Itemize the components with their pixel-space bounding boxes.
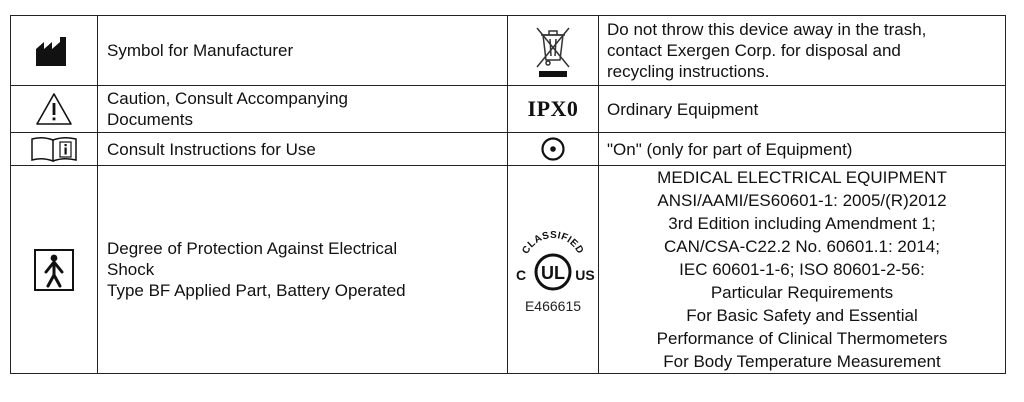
text-line: recycling instructions. (607, 62, 770, 81)
ipx0-symbol: IPX0 (527, 96, 579, 121)
ul-left-text: C (515, 266, 527, 283)
instructions-book-icon (29, 135, 79, 163)
text-line: Do not throw this device away in the trash, (607, 20, 927, 39)
crossed-out-wheelie-bin-icon (531, 23, 575, 79)
symbol-cell (11, 86, 98, 133)
symbol-description: "On" (only for part of Equipment) (599, 133, 1006, 166)
type-bf-applied-part-icon (33, 248, 75, 292)
table-row (11, 133, 1006, 166)
ul-right-text: US (575, 266, 595, 283)
text-line: IEC 60601-1-6; ISO 80601-2-56: (679, 260, 925, 279)
text-line: Shock (107, 260, 155, 279)
text-line: contact Exergen Corp. for disposal and (607, 41, 901, 60)
symbol-description: Consult Instructions for Use (98, 133, 508, 166)
text-line: For Body Temperature Measurement (663, 352, 941, 371)
table-row (11, 16, 1006, 86)
symbol-cell (11, 16, 98, 86)
text-line: ANSI/AAMI/ES60601-1: 2005/(R)2012 (657, 191, 947, 210)
symbol-description: Symbol for Manufacturer (98, 16, 508, 86)
symbol-description (98, 166, 508, 374)
symbol-description (98, 86, 508, 133)
table-row (11, 86, 1006, 133)
factory-icon (34, 36, 74, 66)
text-line: For Basic Safety and Essential (686, 306, 918, 325)
text-line: MEDICAL ELECTRICAL EQUIPMENT (657, 168, 947, 187)
ul-arc-text: CLASSIFIED (520, 229, 586, 256)
ul-file-number: E466615 (524, 297, 582, 314)
symbol-cell (11, 166, 98, 374)
symbol-description (599, 166, 1006, 374)
symbol-description (599, 16, 1006, 86)
symbol-cell (508, 166, 599, 374)
table-row (11, 166, 1006, 374)
power-on-icon (540, 136, 566, 162)
text-line: Degree of Protection Against Electrical (107, 239, 398, 258)
text-line: Performance of Clinical Thermometers (656, 329, 948, 348)
symbol-cell (508, 86, 599, 133)
text-line: CAN/CSA-C22.2 No. 60601.1: 2014; (664, 237, 940, 256)
symbols-table (10, 15, 1006, 374)
symbol-cell (508, 133, 599, 166)
text-line: Type BF Applied Part, Battery Operated (107, 281, 406, 300)
ul-center-text: UL (541, 262, 565, 283)
symbol-cell (11, 133, 98, 166)
symbol-cell (508, 16, 599, 86)
ul-classified-mark-icon (511, 224, 595, 314)
svg-text:CLASSIFIED (520, 229, 585, 255)
caution-triangle-icon (35, 92, 73, 126)
symbol-description: Ordinary Equipment (599, 86, 1006, 133)
text-line: Caution, Consult Accompanying (107, 89, 348, 108)
text-line: Particular Requirements (710, 283, 894, 302)
text-line: 3rd Edition including Amendment 1; (668, 214, 936, 233)
text-line: Documents (107, 110, 193, 129)
